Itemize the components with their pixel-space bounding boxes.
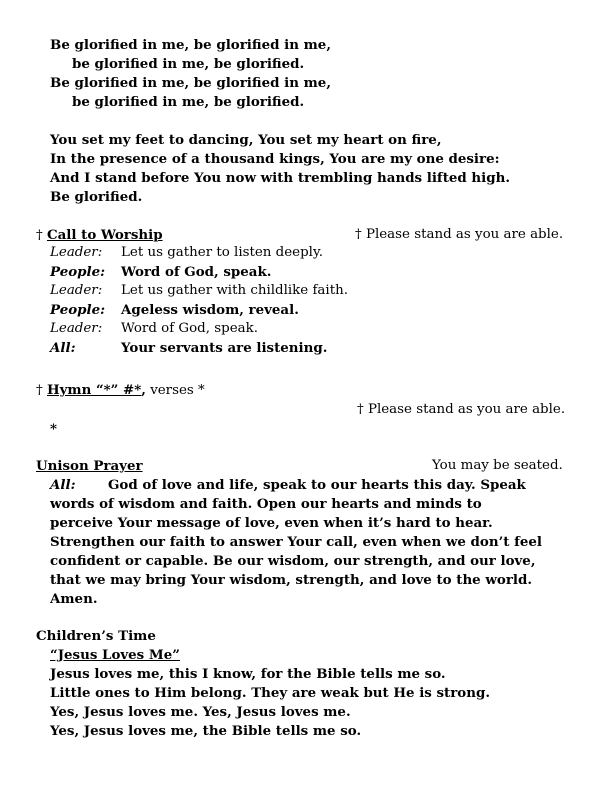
childrens-song-line: Jesus loves me, this I know, for the Bible tells me so. [50, 666, 446, 682]
litany-text: Let us gather with childlike faith. [121, 283, 348, 298]
song-line-2: be glorified in me, be glorified. [72, 56, 305, 72]
hymn-verses: verses * [145, 383, 205, 398]
prayer-line: words of wisdom and faith. Open our hearts and minds to [50, 496, 482, 512]
song-line-6: In the presence of a thousand kings, You are my one desire: [50, 151, 500, 167]
hymn-asterisk: * [50, 421, 58, 437]
litany-text: Ageless wisdom, reveal. [121, 302, 299, 318]
stand-note: † Please stand as you are able. [357, 402, 566, 417]
prayer-line: perceive Your message of love, even when it’s hard to hear. [50, 515, 493, 531]
litany-speaker: All: [50, 340, 76, 356]
seated-note: You may be seated. [432, 458, 563, 473]
prayer-line: confident or capable. Be our wisdom, our strength, and our love, [50, 553, 536, 569]
prayer-all-label: All: [50, 477, 76, 493]
call-to-worship-title: Call to Worship [46, 227, 163, 243]
childrens-time-title: Children’s Time [36, 628, 156, 644]
litany-speaker: Leader: [50, 245, 103, 260]
hymn-heading [36, 382, 205, 399]
prayer-line: Strengthen our faith to answer Your call, even when we don’t feel [50, 534, 542, 550]
litany-speaker: People: [50, 264, 106, 280]
song-line-5: You set my feet to dancing, You set my heart on fire, [50, 132, 442, 148]
childrens-song-title: “Jesus Loves Me” [50, 647, 180, 663]
song-line-7: And I stand before You now with trembling hands lifted high. [50, 170, 511, 186]
prayer-line: that we may bring Your wisdom, strength, and love to the world. [50, 572, 532, 588]
song-line-3: Be glorified in me, be glorified in me, [50, 75, 331, 91]
hymn-comma: , [141, 382, 146, 398]
hymn-title: Hymn “*” #* [46, 382, 142, 398]
litany-text: Your servants are listening. [121, 340, 328, 356]
litany-speaker: People: [50, 302, 106, 318]
litany-speaker: Leader: [50, 321, 103, 336]
childrens-song-line: Little ones to Him belong. They are weak but He is strong. [50, 685, 490, 701]
prayer-line: God of love and life, speak to our hearts this day. Speak [108, 477, 526, 493]
childrens-song-line: Yes, Jesus loves me. Yes, Jesus loves me. [50, 704, 351, 720]
prayer-line: Amen. [50, 591, 98, 607]
call-to-worship-heading [36, 227, 163, 244]
litany-text: Let us gather to listen deeply. [121, 245, 323, 260]
stand-note: † Please stand as you are able. [355, 227, 564, 242]
litany-speaker: Leader: [50, 283, 103, 298]
dagger-mark: † [36, 383, 43, 398]
song-line-8: Be glorified. [50, 189, 143, 205]
litany-text: Word of God, speak. [121, 321, 258, 336]
childrens-song-line: Yes, Jesus loves me, the Bible tells me so. [50, 723, 362, 739]
dagger-mark: † [36, 228, 43, 243]
song-line-4: be glorified in me, be glorified. [72, 94, 305, 110]
litany-text: Word of God, speak. [121, 264, 272, 280]
unison-prayer-title: Unison Prayer [36, 458, 143, 474]
song-line-1: Be glorified in me, be glorified in me, [50, 37, 331, 53]
